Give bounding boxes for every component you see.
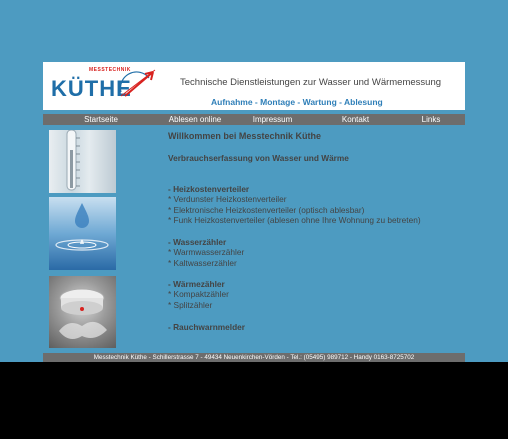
main-content [168, 131, 468, 332]
list-item: * Splitzähler [168, 299, 213, 310]
site-footer: Messtechnik Küthe - Schillerstrasse 7 - 49434 Neuenkirchen-Vörden - Tel.: (05495) 989712 - Handy 0163-8725702 [43, 353, 465, 362]
services-line: Aufnahme - Montage - Wartung - Ablesung [211, 97, 383, 107]
section-heading: - Wasserzähler [168, 237, 227, 247]
nav-impressum[interactable]: Impressum [252, 115, 293, 124]
nav-links[interactable]: Links [421, 115, 441, 124]
thermometer-icon [49, 130, 116, 193]
tagline: Technische Dienstleistungen zur Wasser und Wärmemessung [180, 77, 442, 88]
logo-title: KÜTHE [51, 76, 132, 101]
logo-subtitle: MESSTECHNIK [89, 67, 131, 73]
nav-kontakt[interactable]: Kontakt [341, 115, 370, 124]
section-wasserzaehler [168, 237, 244, 268]
list-item: * Elektronische Heizkostenverteiler (optisch ablesbar) [168, 204, 365, 215]
section-heading: - Wärmezähler [168, 279, 225, 289]
smoke-detector-icon [49, 276, 116, 348]
section-heading: - Heizkostenverteiler [168, 184, 250, 194]
list-item: * Verdunster Heizkostenverteiler [168, 194, 287, 205]
section-heading: - Rauchwarnmelder [168, 322, 245, 332]
site-header [43, 62, 465, 108]
thermometer-image [49, 130, 116, 193]
main-nav [43, 114, 465, 125]
water-drop-image [49, 197, 116, 270]
header-divider [43, 108, 465, 110]
smoke-detector-image [49, 276, 116, 348]
water-drop-icon [49, 197, 116, 270]
nav-ablesen-online[interactable]: Ablesen online [168, 115, 222, 124]
section-heizkostenverteiler [168, 184, 421, 225]
list-item: * Funk Heizkostenverteiler (ablesen ohne Ihre Wohnung zu betreten) [168, 214, 421, 225]
section-waermezaehler [168, 279, 229, 310]
list-item: * Warmwasserzähler [168, 247, 245, 258]
list-item: * Kompaktzähler [168, 289, 229, 300]
gauge-arrow-icon [115, 66, 159, 106]
site-logo[interactable] [49, 66, 159, 106]
page-title: Willkommen bei Messtechnik Küthe [168, 131, 321, 141]
list-item: * Kaltwasserzähler [168, 257, 237, 268]
nav-startseite[interactable]: Startseite [84, 115, 118, 124]
page-subtitle: Verbrauchserfassung von Wasser und Wärme [168, 153, 349, 163]
section-rauchwarnmelder [168, 322, 245, 332]
